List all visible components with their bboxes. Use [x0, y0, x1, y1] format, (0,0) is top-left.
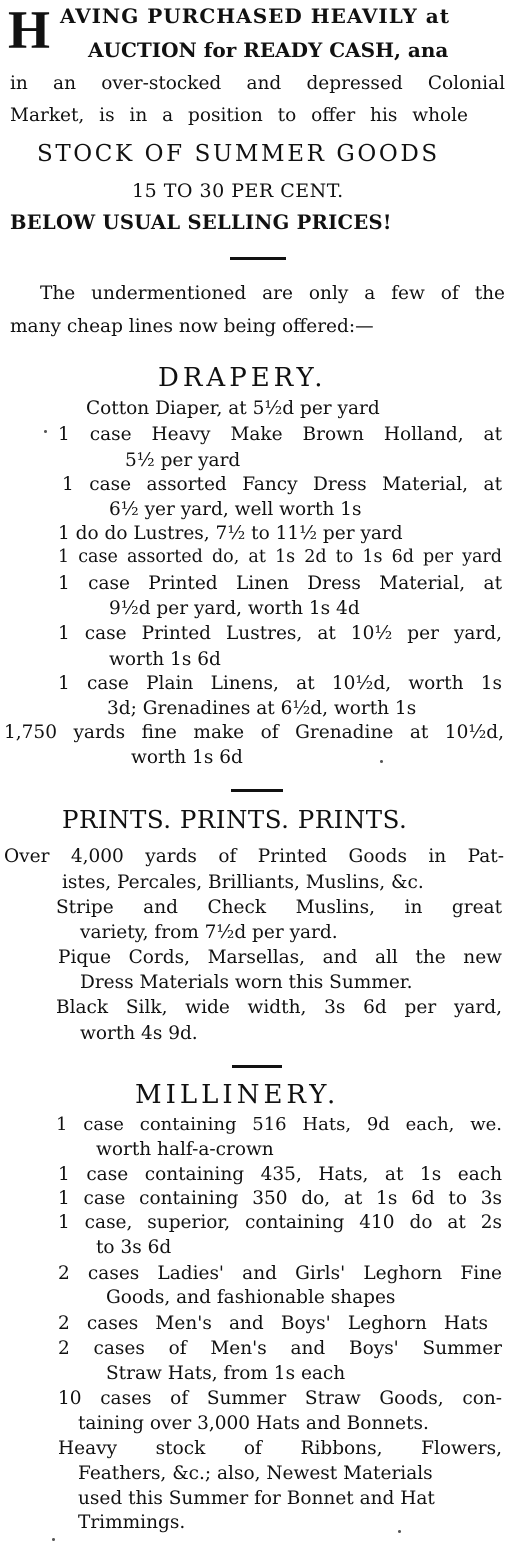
millinery-line: Goods, and fashionable shapes: [106, 1287, 396, 1308]
drapery-line: 3d; Grenadines at 6½d, worth 1s: [107, 698, 417, 719]
drapery-line: Cotton Diaper, at 5½d per yard: [86, 398, 380, 419]
divider-2: [231, 789, 283, 792]
print-speck: [380, 760, 383, 763]
millinery-line: taining over 3,000 Hats and Bonnets.: [78, 1413, 429, 1434]
intro-line-3: in an over-stocked and depressed Colonial: [10, 73, 505, 94]
drapery-line: worth 1s 6d: [109, 649, 221, 670]
drapery-line: worth 1s 6d: [131, 747, 243, 768]
prints-line: Stripe and Check Muslins, in great: [56, 897, 502, 918]
millinery-line: 2 cases Ladies' and Girls' Leghorn Fine: [58, 1263, 502, 1284]
divider-3: [232, 1065, 282, 1068]
intro-line-8: The undermentioned are only a few of the: [40, 283, 505, 304]
print-speck: [44, 430, 47, 433]
drapery-line: 1 case Printed Lustres, at 10½ per yard,: [58, 623, 502, 644]
intro-line-9: many cheap lines now being offered:—: [10, 316, 374, 337]
drapery-line: 1 case assorted Fancy Dress Material, at: [62, 474, 502, 495]
drapery-line: 1,750 yards fine make of Grenadine at 10½d,: [4, 722, 504, 743]
prints-line: worth 4s 9d.: [80, 1023, 198, 1044]
drapery-line: 9½d per yard, worth 1s 4d: [109, 598, 360, 619]
prints-line: istes, Percales, Brilliants, Muslins, &c.: [62, 872, 424, 893]
drapery-line: 1 do do Lustres, 7½ to 11½ per yard: [58, 523, 403, 544]
intro-line-1: AVING PURCHASED HEAVILY at: [60, 4, 450, 28]
drapery-line: 5½ per yard: [125, 450, 241, 471]
millinery-line: 1 case containing 435, Hats, at 1s each: [58, 1164, 502, 1185]
millinery-line: Heavy stock of Ribbons, Flowers,: [58, 1438, 502, 1459]
millinery-line: 2 cases of Men's and Boys' Summer: [58, 1338, 502, 1359]
intro-below-prices: BELOW USUAL SELLING PRICES!: [10, 211, 392, 234]
intro-line-4: Market, is in a position to offer his whole: [10, 105, 468, 126]
millinery-line: worth half-a-crown: [96, 1139, 274, 1160]
print-speck: [52, 1538, 55, 1541]
prints-heading: PRINTS. PRINTS. PRINTS.: [62, 805, 408, 834]
drapery-line: 1 case assorted do, at 1s 2d to 1s 6d per yard: [58, 547, 502, 567]
drapery-line: 1 case Printed Linen Dress Material, at: [58, 573, 502, 594]
millinery-line: to 3s 6d: [96, 1237, 172, 1258]
prints-line: Over 4,000 yards of Printed Goods in Pat-: [4, 846, 504, 867]
divider-1: [230, 257, 286, 260]
millinery-line: Trimmings.: [78, 1512, 186, 1533]
millinery-line: 1 case containing 516 Hats, 9d each, we.: [56, 1114, 502, 1135]
intro-line-2: AUCTION for READY CASH, ana: [88, 38, 449, 62]
millinery-line: 2 cases Men's and Boys' Leghorn Hats: [58, 1313, 488, 1334]
millinery-line: 10 cases of Summer Straw Goods, con-: [58, 1388, 502, 1409]
millinery-line: Feathers, &c.; also, Newest Materials: [78, 1463, 433, 1484]
drapery-heading: DRAPERY.: [158, 363, 327, 393]
millinery-line: used this Summer for Bonnet and Hat: [78, 1488, 435, 1509]
millinery-heading: MILLINERY.: [135, 1080, 340, 1110]
prints-line: variety, from 7½d per yard.: [80, 922, 338, 943]
prints-line: Dress Materials worn this Summer.: [80, 972, 413, 993]
prints-line: Pique Cords, Marsellas, and all the new: [58, 947, 502, 968]
drapery-line: 6½ yer yard, well worth 1s: [109, 499, 362, 520]
millinery-line: Straw Hats, from 1s each: [106, 1363, 346, 1384]
drapery-line: 1 case Heavy Make Brown Holland, at: [58, 424, 502, 445]
prints-line: Black Silk, wide width, 3s 6d per yard,: [56, 997, 502, 1018]
millinery-line: 1 case, superior, containing 410 do at 2s: [58, 1212, 502, 1233]
print-speck: [398, 1530, 401, 1533]
millinery-line: 1 case containing 350 do, at 1s 6d to 3s: [58, 1188, 502, 1209]
intro-headline: STOCK OF SUMMER GOODS: [37, 141, 440, 167]
drop-cap: H: [8, 0, 51, 60]
drapery-line: 1 case Plain Linens, at 10½d, worth 1s: [58, 673, 502, 694]
intro-discount: 15 TO 30 PER CENT.: [132, 180, 344, 202]
